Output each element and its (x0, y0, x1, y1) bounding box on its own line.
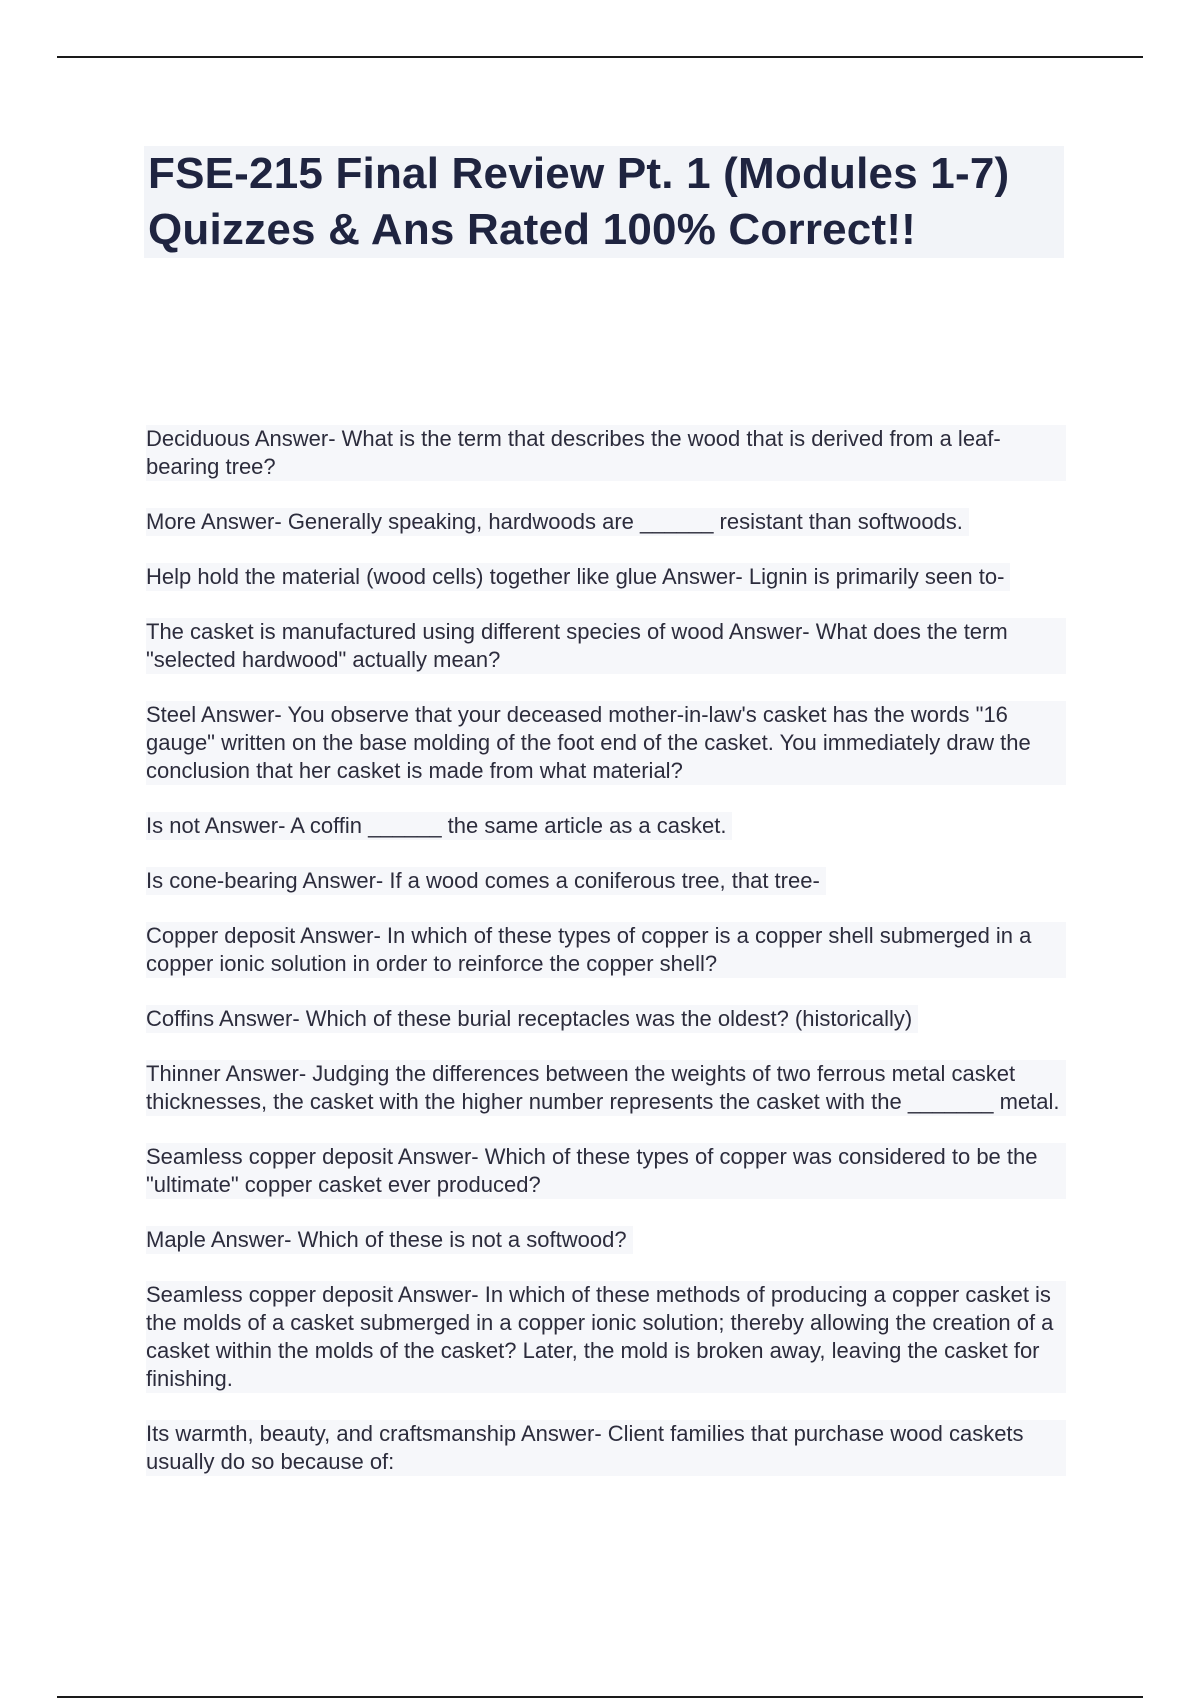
qa-item: Is cone-bearing Answer- If a wood comes a coniferous tree, that tree- (146, 867, 826, 895)
qa-item: Coffins Answer- Which of these burial receptacles was the oldest? (historically) (146, 1005, 918, 1033)
qa-item: Seamless copper deposit Answer- Which of these types of copper was considered to be the "ultimate" copper casket ever produced? (146, 1143, 1066, 1199)
qa-item: Its warmth, beauty, and craftsmanship Answer- Client families that purchase wood caskets usually do so because of: (146, 1420, 1066, 1476)
page-title: FSE-215 Final Review Pt. 1 (Modules 1-7) Quizzes & Ans Rated 100% Correct!! (148, 149, 1010, 254)
top-rule (57, 56, 1143, 58)
qa-item: Steel Answer- You observe that your deceased mother-in-law's casket has the words "16 gauge" written on the base molding of the foot end of the casket. You immediately draw the conclusion that her casket is made from what material? (146, 701, 1066, 785)
title-block (144, 146, 1064, 258)
qa-list (146, 425, 1066, 1503)
qa-item: Maple Answer- Which of these is not a softwood? (146, 1226, 633, 1254)
qa-item: Is not Answer- A coffin ______ the same article as a casket. (146, 812, 732, 840)
qa-item: More Answer- Generally speaking, hardwoods are ______ resistant than softwoods. (146, 508, 969, 536)
qa-item: Thinner Answer- Judging the differences between the weights of two ferrous metal casket thicknesses, the casket with the higher number represents the casket with the _______ metal. (146, 1060, 1066, 1116)
qa-item: Help hold the material (wood cells) together like glue Answer- Lignin is primarily seen to- (146, 563, 1010, 591)
qa-item: Copper deposit Answer- In which of these types of copper is a copper shell submerged in a copper ionic solution in order to reinforce the copper shell? (146, 922, 1066, 978)
qa-item: The casket is manufactured using different species of wood Answer- What does the term "selected hardwood" actually mean? (146, 618, 1066, 674)
qa-item: Seamless copper deposit Answer- In which of these methods of producing a copper casket is the molds of a casket submerged in a copper ionic solution; thereby allowing the creation of a casket within the molds of the casket? Later, the mold is broken away, leaving the casket for finishing. (146, 1281, 1066, 1393)
bottom-rule (57, 1696, 1143, 1698)
qa-item: Deciduous Answer- What is the term that describes the wood that is derived from a leaf-bearing tree? (146, 425, 1066, 481)
